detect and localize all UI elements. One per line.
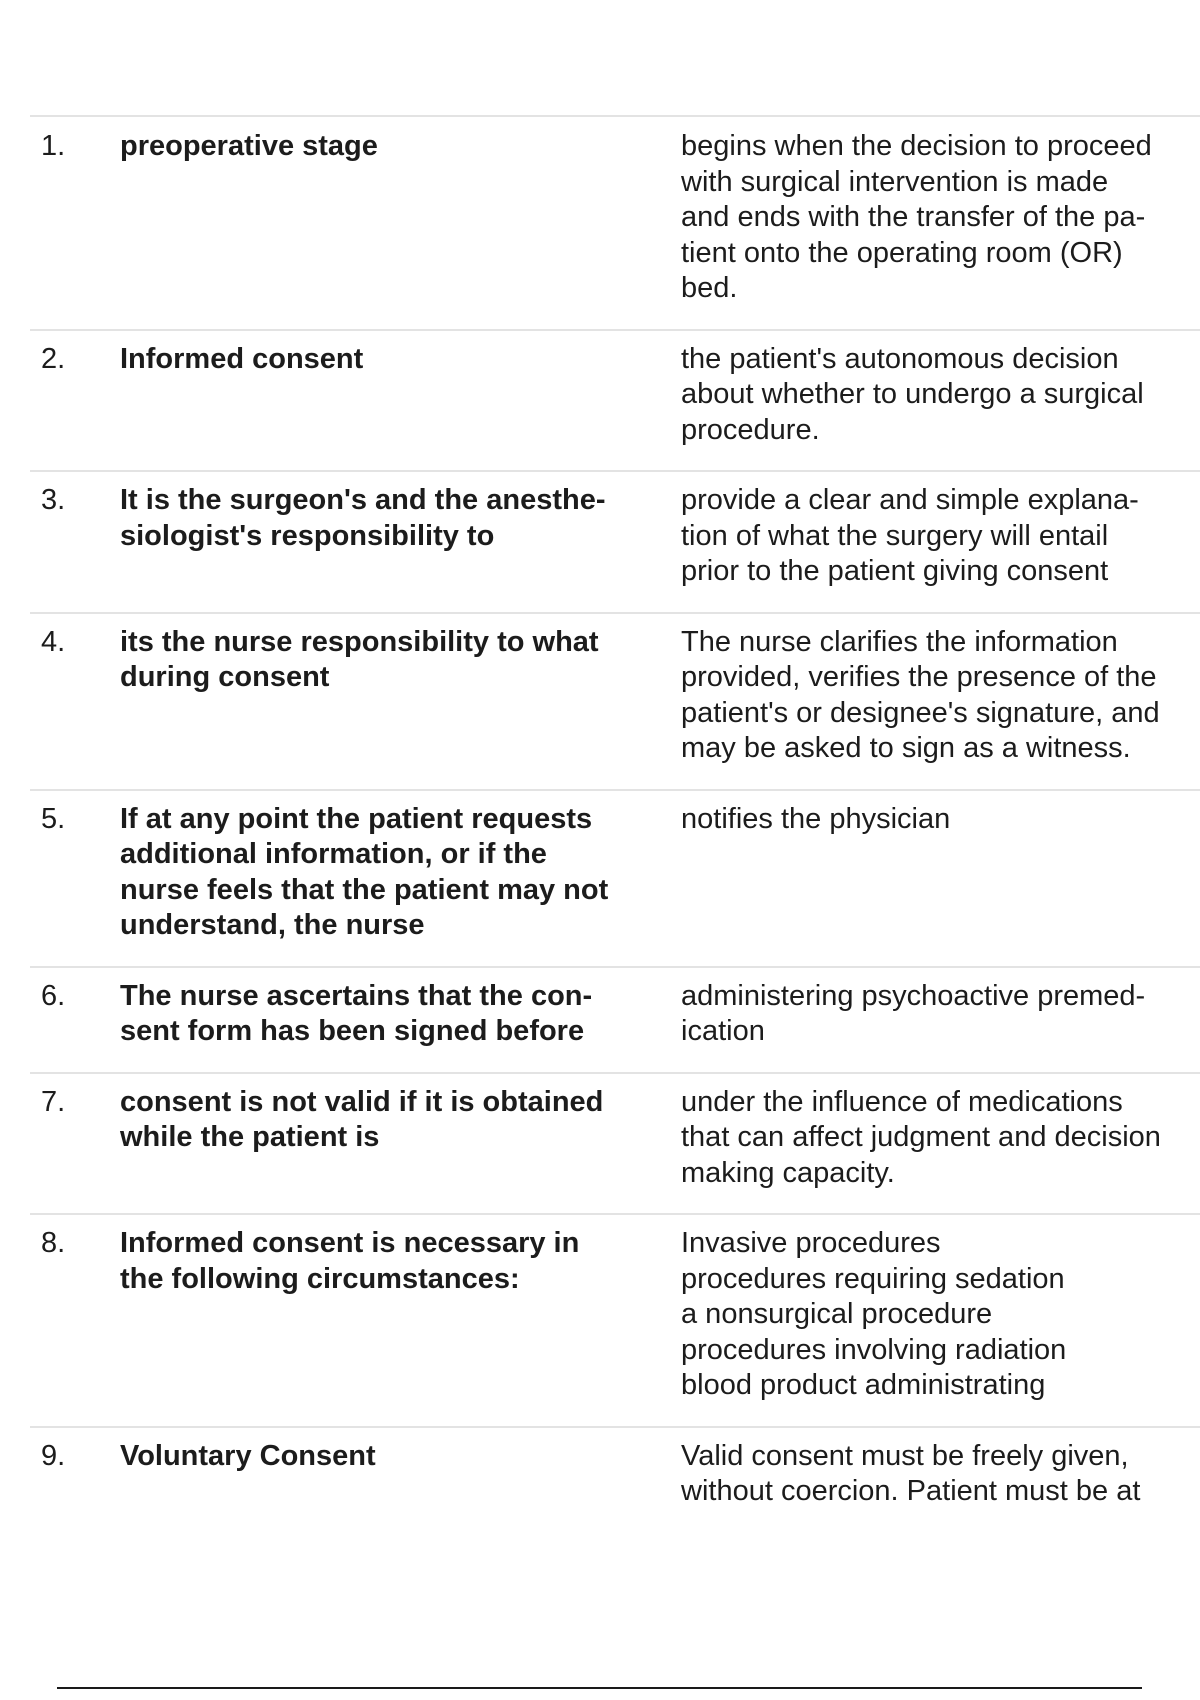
card-term <box>120 967 681 1073</box>
card-number: 7. <box>30 1073 120 1215</box>
definition-line: without coercion. Patient must be at <box>681 1475 1141 1507</box>
table-row <box>30 1073 1200 1215</box>
definition-line: under the influence of medications <box>681 1085 1123 1118</box>
term-line: consent is not valid if it is obtained <box>120 1085 604 1118</box>
card-number: 8. <box>30 1214 120 1427</box>
definition-line: bed. <box>681 272 738 304</box>
definition-line: that can affect judgment and decision <box>681 1121 1161 1153</box>
definition-line: begins when the decision to proceed <box>681 130 1152 162</box>
term-line: The nurse ascertains that the con- <box>120 979 593 1012</box>
definition-line: provided, verifies the presence of the <box>681 661 1157 693</box>
card-term <box>120 1427 681 1532</box>
definition-line: provide a clear and simple explana- <box>681 484 1139 516</box>
term-line: the following circumstances: <box>120 1262 520 1295</box>
card-definition <box>681 1073 1200 1215</box>
term-line: Informed consent <box>120 342 364 375</box>
card-number: 9. <box>30 1427 120 1532</box>
definition-line: about whether to undergo a surgical <box>681 378 1144 410</box>
card-term <box>120 471 681 613</box>
card-definition <box>681 790 1200 967</box>
term-line: during consent <box>120 661 330 693</box>
flashcard-rows <box>30 116 1200 1532</box>
card-term <box>120 1073 681 1215</box>
footer-rule <box>57 1687 1142 1689</box>
table-row <box>30 330 1200 472</box>
flashcard-table <box>30 115 1200 1532</box>
card-number: 1. <box>30 116 120 330</box>
term-line: siologist's responsibility to <box>120 519 495 552</box>
card-term <box>120 330 681 472</box>
definition-line: a nonsurgical procedure <box>681 1298 993 1330</box>
definition-line: Valid consent must be freely given, <box>681 1439 1129 1472</box>
table-row <box>30 967 1200 1073</box>
card-number: 3. <box>30 471 120 613</box>
card-term <box>120 116 681 330</box>
card-definition <box>681 967 1200 1073</box>
card-definition <box>681 471 1200 613</box>
card-term <box>120 613 681 790</box>
term-line: It is the surgeon's and the anesthe- <box>120 484 606 516</box>
definition-line: procedures requiring sedation <box>681 1262 1065 1295</box>
card-definition <box>681 1427 1200 1532</box>
definition-line: prior to the patient giving consent <box>681 555 1109 587</box>
term-line: its the nurse responsibility to what <box>120 625 599 658</box>
definition-line: the patient's autonomous decision <box>681 342 1119 375</box>
table-row <box>30 1427 1200 1532</box>
term-line: If at any point the patient requests <box>120 802 593 835</box>
term-line: Informed consent is necessary in <box>120 1227 580 1259</box>
term-line: preoperative stage <box>120 130 378 162</box>
definition-line: with surgical intervention is made <box>681 165 1109 198</box>
definition-line: may be asked to sign as a witness. <box>681 732 1131 764</box>
definition-line: ication <box>681 1015 765 1047</box>
definition-line: Invasive procedures <box>681 1227 941 1259</box>
table-row <box>30 790 1200 967</box>
definition-line: The nurse clarifies the information <box>681 625 1118 658</box>
definition-line: and ends with the transfer of the pa- <box>681 201 1146 233</box>
card-definition <box>681 330 1200 472</box>
definition-line: procedures involving radiation <box>681 1333 1067 1366</box>
definition-line: notifies the physician <box>681 802 951 835</box>
term-line: additional information, or if the <box>120 838 547 870</box>
card-definition <box>681 1214 1200 1427</box>
definition-line: tient onto the operating room (OR) <box>681 236 1123 269</box>
term-line: Voluntary Consent <box>120 1439 376 1472</box>
definition-line: administering psychoactive premed- <box>681 979 1146 1012</box>
card-number: 6. <box>30 967 120 1073</box>
table-row <box>30 613 1200 790</box>
table-row <box>30 116 1200 330</box>
definition-line: tion of what the surgery will entail <box>681 519 1109 552</box>
term-line: nurse feels that the patient may not <box>120 873 609 906</box>
definition-line: procedure. <box>681 413 820 446</box>
card-definition <box>681 116 1200 330</box>
definition-line: making capacity. <box>681 1156 895 1189</box>
definition-line: blood product administrating <box>681 1369 1046 1401</box>
card-definition <box>681 613 1200 790</box>
table-row <box>30 1214 1200 1427</box>
card-number: 5. <box>30 790 120 967</box>
term-line: while the patient is <box>120 1121 380 1153</box>
card-number: 2. <box>30 330 120 472</box>
definition-line: patient's or designee's signature, and <box>681 696 1160 729</box>
card-term <box>120 1214 681 1427</box>
term-line: understand, the nurse <box>120 909 425 941</box>
term-line: sent form has been signed before <box>120 1015 585 1047</box>
table-row <box>30 471 1200 613</box>
card-number: 4. <box>30 613 120 790</box>
card-term <box>120 790 681 967</box>
